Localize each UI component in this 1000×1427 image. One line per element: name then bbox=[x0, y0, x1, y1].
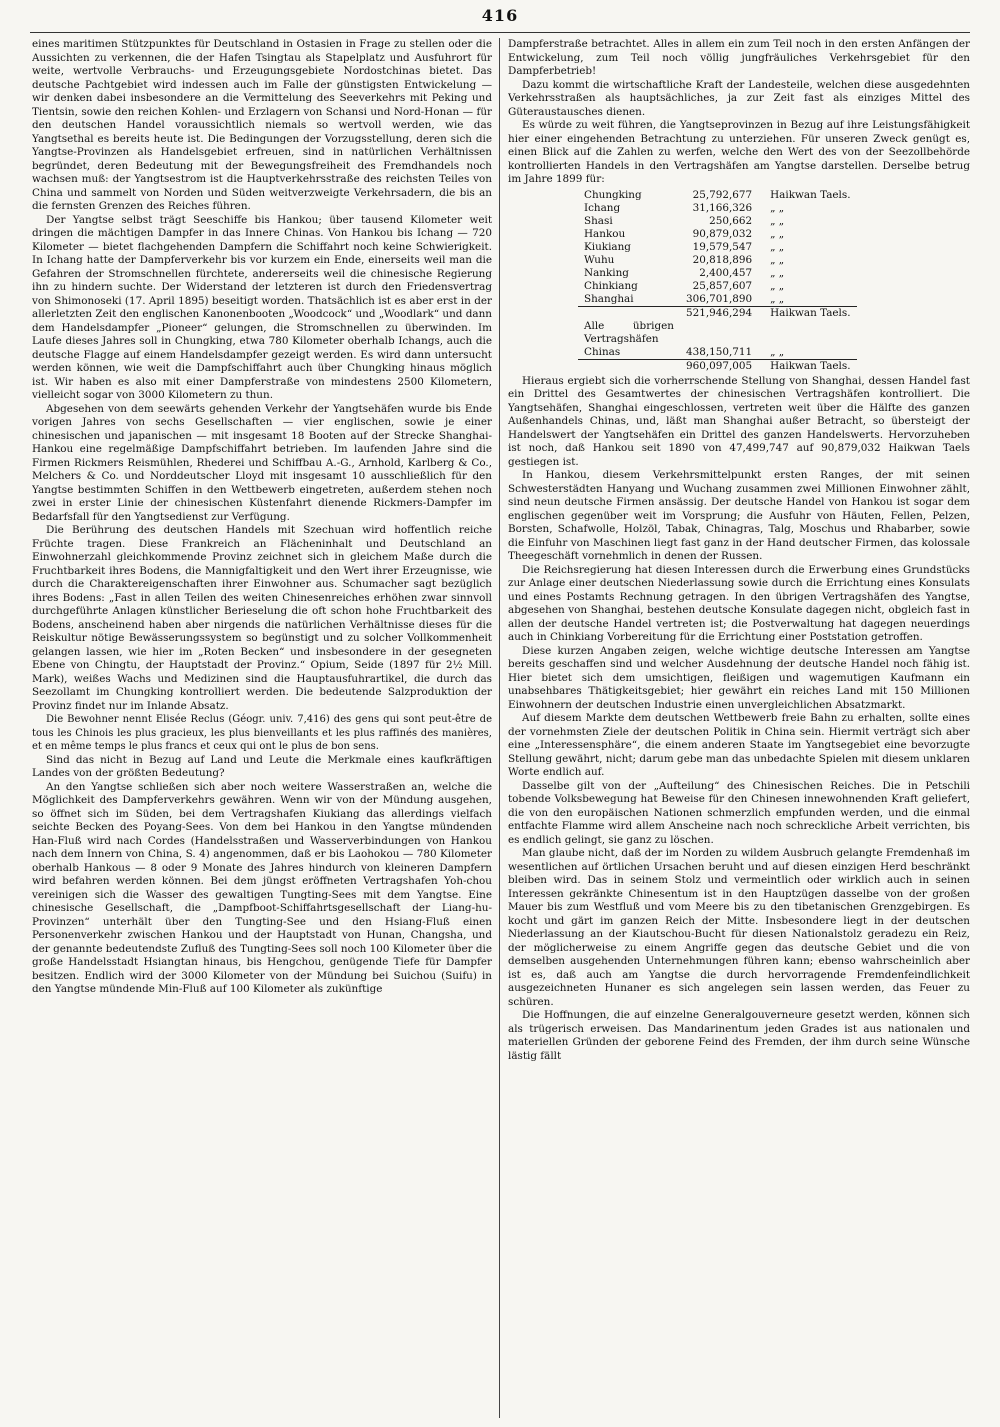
right-paragraph-11: Die Hoffnungen, die auf einzelne Generalgouverneure gesetzt werden, können sich als trügerisch erweisen. Das Mandarinentum jeden Grades ist aus nationalen und materiellen Gründen der geborene Feind des Fremden, der ihm durch seine Wünsche lästig fällt bbox=[508, 1009, 970, 1062]
trade-value: 31,166,326 bbox=[692, 201, 753, 214]
trade-value-table bbox=[578, 189, 857, 373]
trade-value: 25,792,677 bbox=[692, 188, 753, 201]
right-column bbox=[508, 38, 970, 1418]
other-ports-unit: „ „ bbox=[770, 345, 785, 358]
other-ports-label: Alle übrigen Vertragshäfen Chinas bbox=[584, 319, 674, 358]
subtotal-unit: Haikwan Taels. bbox=[758, 306, 856, 320]
other-ports-row bbox=[578, 320, 857, 360]
right-paragraph-4: Hieraus ergiebt sich die vorherrschende Stellung von Shanghai, dessen Handel fast ein Drittel des Gesamtwertes der chinesischen Vertragshäfen kontrolliert. Die Yangtsehäfen, Shanghai eingeschlossen, vertreten weit über die Hälfte des ganzen Außenhandels Chinas, und, läßt man Shanghai außer Betracht, so übersteigt der Handelswert der Yangtsehäfen ein Drittel des ganzen Handelswerts. Hervorzuheben ist noch, daß Hankou seit 1890 von 47,499,747 auf 90,879,032 Haikwan Taels gestiegen ist. bbox=[508, 374, 970, 468]
subtotal-row bbox=[578, 306, 857, 320]
currency-unit: „ „ bbox=[770, 201, 785, 214]
total-row bbox=[578, 359, 857, 373]
subtotal-value: 521,946,294 bbox=[680, 306, 758, 320]
port-name: Kiukiang bbox=[584, 240, 631, 253]
currency-unit: Haikwan Taels. bbox=[770, 188, 851, 201]
table-row bbox=[578, 280, 857, 293]
currency-unit: „ „ bbox=[770, 279, 785, 292]
table-row bbox=[578, 202, 857, 215]
total-value: 960,097,005 bbox=[680, 359, 758, 373]
currency-unit: „ „ bbox=[770, 214, 785, 227]
port-name: Shasi bbox=[584, 214, 613, 227]
right-paragraph-8: Auf diesem Markte dem deutschen Wettbewerb freie Bahn zu erhalten, sollte eines der vornehmsten Ziele der deutschen Politik in China sein. Hiermit verträgt sich aber eine „Interessensphäre“, die einem anderen Staate im Yangtsegebiet eine bevorzugte Stellung gewährt, nicht; darum gebe man das unbedachte Spielen mit diesem unklaren Worte endlich auf. bbox=[508, 712, 970, 778]
total-unit: Haikwan Taels. bbox=[758, 359, 856, 373]
currency-unit: „ „ bbox=[770, 292, 785, 305]
right-paragraph-1: Dampferstraße betrachtet. Alles in allem ein zum Teil noch in den ersten Anfängen der Entwickelung, zum Teil noch völlig jungfräuliches Verkehrsgebiet für den Dampferbetrieb! bbox=[508, 38, 970, 77]
table-row bbox=[578, 267, 857, 280]
other-ports-value: 438,150,711 bbox=[686, 345, 753, 358]
table-row bbox=[578, 189, 857, 202]
port-name: Hankou bbox=[584, 227, 626, 240]
trade-value: 250,662 bbox=[709, 214, 753, 227]
left-paragraph-2: Der Yangtse selbst trägt Seeschiffe bis Hankou; über tausend Kilometer weit dringen die mächtigen Dampfer in das Innere Chinas. Von Hankou bis Ichang — 720 Kilometer — bietet flachgehenden Dampfern die Schiffahrt noch keine Schwierigkeit. In Ichang hatte der Dampferverkehr bis vor kurzem ein Ende, einerseits weil man die Gefahren der Stromschnellen fürchtete, andererseits weil die chinesische Regierung ihn zu hindern suchte. Der Widerstand der letzteren ist durch den Friedensvertrag von Shimonoseki (17. April 1895) beseitigt worden. Thatsächlich ist es aber erst in der allerletzten Zeit den englischen Kanonenbooten „Woodcock“ und „Woodlark“ und dann dem Handelsdampfer „Pioneer“ gelungen, die Stromschnellen zu überwinden. Im Laufe dieses Jahres soll in Chungking, etwa 780 Kilometer oberhalb Ichangs, auch die deutsche Flagge auf einem Handelsdampfer gezeigt werden. Es wird dann untersucht werden können, wie weit die Dampfschiffahrt auch über Chungking hinaus möglich ist. Wir haben es also mit einer Dampferstraße von mindestens 2500 Kilometern, vielleicht sogar von 3000 Kilometern zu thun. bbox=[32, 213, 492, 401]
right-paragraph-10: Man glaube nicht, daß der im Norden zu wildem Ausbruch gelangte Fremdenhaß im wesentlichen auf örtlichen Ursachen beruht und auf diesen einzigen Herd beschränkt bleiben wird. Das in seinem Stolz und vermeintlich oder wirklich auch in seinen Interessen gekränkte Chinesentum ist in den Hauptzügen dasselbe von der großen Mauer bis zum Westfluß und vom Meere bis zu den tibetanischen Grenzgebirgen. Es kocht und gärt im ganzen Reich der Mitte. Insbesondere liegt in der deutschen Niederlassung an der Kiautschou-Bucht für diesen Nationalstolz geradezu ein Reiz, der möglicherweise zu einem Angriffe gegen das deutsche Gebiet und die von demselben ausgehenden Unternehmungen führen kann; ebenso wahrscheinlich aber ist es, daß auch am Yangtse die durch hervorragende Fremdenfeindlichkeit ausgezeichneten Hunaner es sich angelegen sein lassen werden, das Feuer zu schüren. bbox=[508, 847, 970, 1008]
left-paragraph-3: Abgesehen von dem seewärts gehenden Verkehr der Yangtsehäfen wurde bis Ende vorigen Jahres von sechs Gesellschaften — vier englischen, sowie je einer chinesischen und japanischen — mit insgesamt 18 Booten auf der Strecke Shanghai-Hankou eine regelmäßige Dampfschiffahrt betrieben. Im laufenden Jahre sind die Firmen Rickmers Reismühlen, Rhederei und Schiffbau A.-G., Arnhold, Karlberg & Co., Melchers & Co. und Norddeutscher Lloyd mit insgesamt 10 ausschließlich für den Yangtse bestimmten Schiffen in den Wettbewerb eingetreten, außerdem stehen noch zwei in erster Linie der chinesischen Küstenfahrt dienende Rickmers-Dampfer im Bedarfsfall für den Yangtsedienst zur Verfügung. bbox=[32, 402, 492, 523]
left-paragraph-4: Die Berührung des deutschen Handels mit Szechuan wird hoffentlich reiche Früchte tragen. Diese Frankreich an Flächeninhalt und Deutschland an Einwohnerzahl gleichkommende Provinz zeichnet sich in gleichem Maße durch die Fruchtbarkeit ihres Bodens, die Mannigfaltigkeit und den Wert ihrer Erzeugnisse, wie durch die Charaktereigenschaften ihrer Einwohner aus. Schumacher sagt bezüglich ihres Bodens: „Fast in allen Teilen des weiten Chinesenreiches erhöhen zwar sinnvoll durchgeführte Anlagen künstlicher Berieselung die oft schon hohe Fruchtbarkeit des Bodens, anscheinend haben aber nirgends die natürlichen Verhältnisse dieses für die Reiskultur nötige Bewässerungssystem so begünstigt und zu solcher Vollkommenheit gelangen lassen, wie hier im „Roten Becken“ und insbesondere in der gesegneten Ebene von Chingtu, der Hauptstadt der Provinz.“ Opium, Seide (1897 für 2½ Mill. Mark), weißes Wachs und Medizinen sind die Hauptausfuhrartikel, die durch das Seezollamt im Chungking kontrolliert werden. Die bedeutende Salzproduktion der Provinz findet nur im Inlande Absatz. bbox=[32, 524, 492, 712]
right-paragraph-3: Es würde zu weit führen, die Yangtseprovinzen in Bezug auf ihre Leistungsfähigkeit hier einer eingehenden Betrachtung zu unterziehen. Für unseren Zweck genügt es, einen Blick auf die Zahlen zu werfen, welche den Wert des von der Seezollbehörde kontrollierten Handels in den Vertragshäfen am Yangtse darstellen. Derselbe betrug im Jahre 1899 für: bbox=[508, 119, 970, 185]
table-row bbox=[578, 293, 857, 307]
port-name: Wuhu bbox=[584, 253, 615, 266]
right-paragraph-5: In Hankou, diesem Verkehrsmittelpunkt ersten Ranges, der mit seinen Schwesterstädten Hanyang und Wuchang zusammen zwei Millionen Einwohner zählt, sind neun deutsche Firmen ansässig. Der deutsche Handel von Hankou ist sogar dem englischen gegenüber weit im Vorsprung; die Ausfuhr von Häuten, Fellen, Pelzen, Borsten, Schafwolle, Holzöl, Tabak, Chinagras, Talg, Moschus und Rhabarber, sowie die Einfuhr von Maschinen liegt fast ganz in der Hand deutscher Firmen, das kolossale Theegeschäft vornehmlich in denen der Russen. bbox=[508, 469, 970, 562]
table-row bbox=[578, 228, 857, 241]
currency-unit: „ „ bbox=[770, 266, 785, 279]
left-paragraph-7: An den Yangtse schließen sich aber noch weitere Wasserstraßen an, welche die Möglichkeit des Dampferverkehrs gewähren. Wenn wir von der Mündung ausgehen, so öffnet sich im Süden, bei dem Vertragshafen Kiukiang das allerdings vielfach seichte Becken des Poyang-Sees. Von dem bei Hankou in den Yangtse mündenden Han-Fluß wird nach Cordes (Handelsstraßen und Wasserverbindungen von Hankou nach dem Innern von China, S. 4) angenommen, daß er bis Laohokou — 780 Kilometer oberhalb Hankous — 8 oder 9 Monate des Jahres hindurch von kleineren Dampfern wird befahren werden können. Bei dem jüngst eröffneten Vertragshafen Yoh-chou vereinigen sich die Wasser des gewaltigen Tungting-Sees mit dem Yangtse. Eine chinesische Gesellschaft, die „Dampfboot-Schiffahrtsgesellschaft der Liang-hu-Provinzen“ unterhält über den Tungting-See und den Hsiang-Fluß einen Personenverkehr zwischen Hankou und der Hauptstadt von Hunan, Changsha, und der genannte bedeutendste Zufluß des Tungting-Sees soll noch 100 Kilometer über die große Handelsstadt Hsiangtan hinaus, bis Hengchou, genügende Tiefe für Dampfer besitzen. Endlich wird der 3000 Kilometer von der Mündung bei Suichou (Suifu) in den Yangtse mündende Min-Fluß auf 100 Kilometer als zukünftige bbox=[32, 780, 492, 995]
right-paragraph-2: Dazu kommt die wirtschaftliche Kraft der Landesteile, welchen diese ausgedehnten Verkehrsstraßen als hauptsächliches, ja zur Zeit fast als einziges Mittel des Güteraustausches dienen. bbox=[508, 78, 970, 118]
right-paragraph-9: Dasselbe gilt von der „Aufteilung“ des Chinesischen Reiches. Die in Petschili tobende Volksbewegung hat Beweise für den Chinesen innewohnenden Kraft geliefert, die von den europäischen Nationen schmerzlich empfunden werden, und die einmal entfachte Flamme wird allem Anscheine nach noch schreckliche Arbeit verrichten, bis es endlich gelingt, sie ganz zu löschen. bbox=[508, 779, 970, 846]
trade-value: 20,818,896 bbox=[692, 253, 753, 266]
column-divider bbox=[499, 38, 500, 1418]
right-paragraph-7: Diese kurzen Angaben zeigen, welche wichtige deutsche Interessen am Yangtse bereits geschaffen sind und welcher Ausdehnung der deutsche Handel noch fähig ist. Hier bietet sich dem umsichtigen, fleißigen und wagemutigen Kaufmann ein unabsehbares Thätigkeitsgebiet; hier gewährt ein reiches Land mit 150 Millionen Einwohnern der deutschen Industrie einen unvergleichlichen Absatzmarkt. bbox=[508, 644, 970, 711]
table-row bbox=[578, 215, 857, 228]
port-name: Chungking bbox=[584, 188, 642, 201]
header-rule bbox=[30, 32, 970, 33]
page-number: 416 bbox=[481, 6, 519, 25]
trade-value: 90,879,032 bbox=[692, 227, 753, 240]
table-row bbox=[578, 241, 857, 254]
left-paragraph-1: eines maritimen Stützpunktes für Deutschland in Ostasien in Frage zu stellen oder die Aussichten zu verkennen, die der Hafen Tsingtau als Stapelplatz und Ausfuhrort für weite, wertvolle Verbrauchs- und Erzeugungsgebiete Nordostchinas bietet. Das deutsche Pachtgebiet wird indessen auch im Falle der günstigsten Entwickelung — wir denken dabei insbesondere an die Vermittelung des Seeverkehrs mit Peking und Tientsin, sowie den reichen Kohlen- und Erzlagern von Schansi und Nord-Honan — für den deutschen Handel voraussichtlich niemals so wertvoll werden, wie das Yangtsethal es bereits heute ist. Die Bedingungen der Vorzugsstellung, deren sich die Yangtse-Provinzen als Handelsgebiet erfreuen, sind in natürlichen Verhältnissen begründet, deren Bedeutung mit der Bewegungsfreiheit des Fremdhandels noch wachsen muß: der Yangtsestrom ist die Hauptverkehrsstraße des reichsten Teiles von China und sammelt von Norden und Süden weitverzweigte Verkehrsadern, die bis an die fernsten Grenzen des Reiches führen. bbox=[32, 38, 492, 212]
currency-unit: „ „ bbox=[770, 253, 785, 266]
table-row bbox=[578, 254, 857, 267]
left-paragraph-6: Sind das nicht in Bezug auf Land und Leute die Merkmale eines kaufkräftigen Landes von der größten Bedeutung? bbox=[32, 753, 492, 779]
trade-value: 2,400,457 bbox=[699, 266, 753, 279]
port-name: Ichang bbox=[584, 201, 621, 214]
left-paragraph-5: Die Bewohner nennt Elisée Reclus (Géogr. univ. 7,416) des gens qui sont peut-être de tous les Chinois les plus gracieux, les plus bienveillants et les plus raffinés des manières, et en même temps le plus francs et ceux qui ont le plus de bon sens. bbox=[32, 714, 492, 752]
trade-value: 19,579,547 bbox=[692, 240, 753, 253]
trade-value: 306,701,890 bbox=[686, 292, 753, 305]
port-name: Shanghai bbox=[584, 292, 634, 305]
currency-unit: „ „ bbox=[770, 240, 785, 253]
trade-value: 25,857,607 bbox=[692, 279, 753, 292]
port-name: Chinkiang bbox=[584, 279, 638, 292]
right-paragraph-6: Die Reichsregierung hat diesen Interessen durch die Erwerbung eines Grundstücks zur Anlage einer deutschen Niederlassung sowie durch die Errichtung eines Konsulats und eines Postamts Rechnung getragen. In den übrigen Vertragshäfen des Yangtse, abgesehen von Shanghai, bestehen deutsche Konsulate dagegen nicht, obgleich fast in allen der deutsche Handel vertreten ist; die Postverwaltung hat dagegen neuerdings auch in Chinkiang Vorbereitung für die Errichtung einer Poststation getroffen. bbox=[508, 563, 970, 643]
currency-unit: „ „ bbox=[770, 227, 785, 240]
port-name: Nanking bbox=[584, 266, 629, 279]
left-column bbox=[32, 38, 492, 1418]
